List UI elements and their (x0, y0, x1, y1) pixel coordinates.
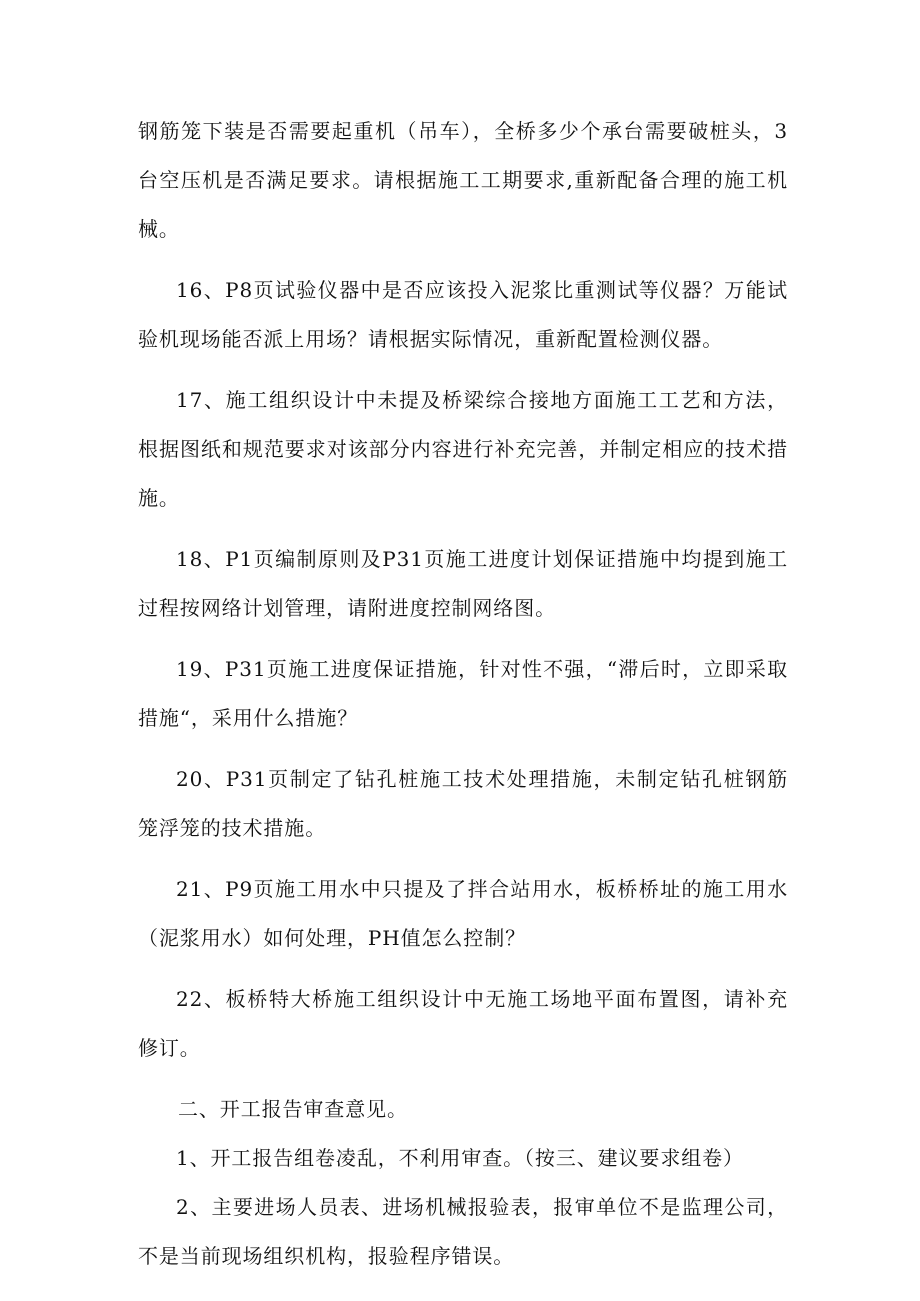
document-body (138, 107, 788, 1293)
paragraph-item-17: 17、施工组织设计中未提及桥梁综合接地方面施工工艺和方法，根据图纸和规范要求对该部分内容进行补充完善，并制定相应的技术措施。 (138, 388, 788, 510)
paragraph-item-21: 21、P9页施工用水中只提及了拌合站用水，板桥桥址的施工用水（泥浆用水）如何处理，PH值怎么控制？ (138, 877, 788, 950)
paragraph-item-19: 19、P31页施工进度保证措施，针对性不强，“滞后时，立即采取措施“，采用什么措施？ (138, 657, 788, 730)
section2-item-2: 2、主要进场人员表、进场机械报验表，报审单位不是监理公司，不是当前现场组织机构，报验程序错误。 (138, 1195, 788, 1268)
section-heading-start-report-review: 二、开工报告审查意见。 (178, 1097, 408, 1121)
section2-item-1: 1、开工报告组卷凌乱，不利用审查。（按三、建议要求组卷） (176, 1146, 744, 1170)
paragraph-item-20: 20、P31页制定了钻孔桩施工技术处理措施，未制定钻孔桩钢筋笼浮笼的技术措施。 (138, 767, 788, 840)
paragraph-item-16: 16、P8页试验仪器中是否应该投入泥浆比重测试等仪器？万能试验机现场能否派上用场？请根据实际情况，重新配置检测仪器。 (138, 278, 788, 351)
paragraph-item-22: 22、板桥特大桥施工组织设计中无施工场地平面布置图，请补充修订。 (138, 987, 788, 1060)
paragraph-item-18: 18、P1页编制原则及P31页施工进度计划保证措施中均提到施工过程按网络计划管理，请附进度控制网络图。 (138, 547, 788, 620)
paragraph-continued-item-15: 钢筋笼下装是否需要起重机（吊车），全桥多少个承台需要破桩头，3台空压机是否满足要求。请根据施工工期要求,重新配备合理的施工机械。 (138, 119, 788, 241)
